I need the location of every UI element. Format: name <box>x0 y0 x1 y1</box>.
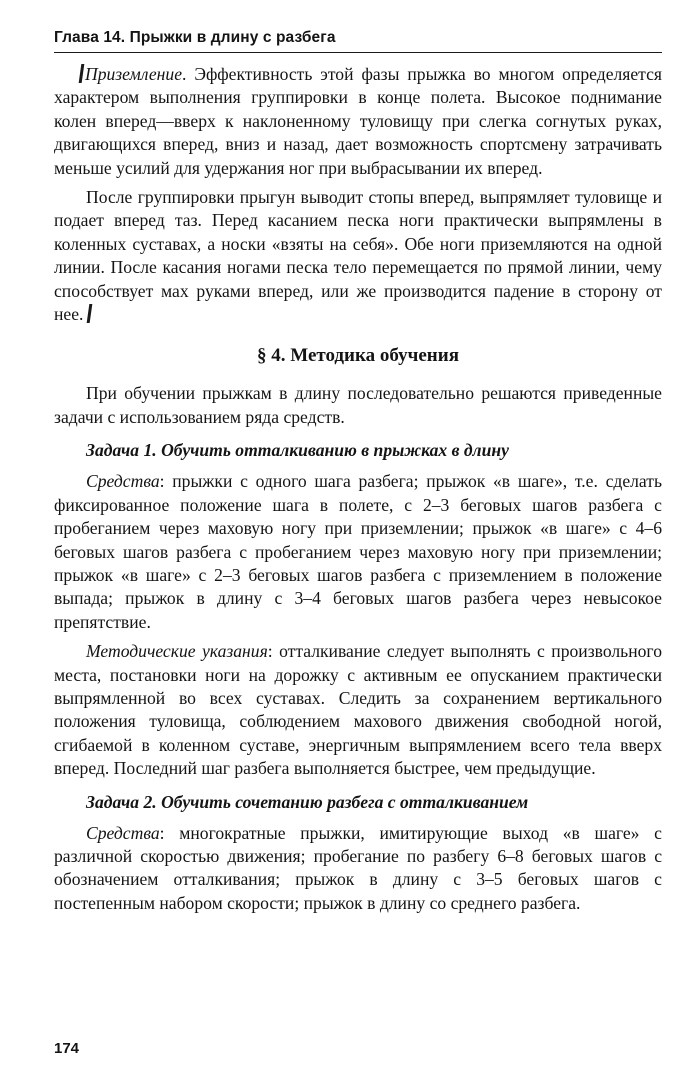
paragraph-landing <box>54 63 662 180</box>
paragraph-text: : многократные прыжки, имитирующие выход «в шаге» с различной скоростью движения; пробегание по разбегу 6–8 беговых шагов с обозначением отталкивания; прыжок в длину с 3–5 беговых шагов с постепенным набором скорости; прыжок в длину со среднего разбега. <box>54 822 662 913</box>
task-2-means <box>54 822 662 916</box>
running-head: Глава 14. Прыжки в длину с разбега <box>54 28 662 53</box>
page-number: 174 <box>54 1040 80 1057</box>
margin-mark-end <box>87 304 93 323</box>
means-label: Средства <box>86 471 160 492</box>
section-intro: При обучении прыжкам в длину последовательно решаются приведенные задачи с использованием ряда средств. <box>54 383 662 427</box>
paragraph-lead-term: Приземление <box>85 64 183 84</box>
margin-mark-start <box>79 64 85 83</box>
method-label: Методические указания <box>86 641 268 662</box>
paragraph-text: : отталкивание следует выполнять с произвольного места, постановки ноги на дорожку с активным ее опусканием практически выпрямленной во всех суставах. Следить за сохранением вертикального положения туловища, соблюдением махового движения свободной ногой, сгибаемой в коленном суставе, энергичным выпрямлением всего тела вверх вперед. Последний шаг разбега выполняется быстрее, чем предыдущие. <box>54 641 662 779</box>
paragraph-text: : прыжки с одного шага разбега; прыжок «в шаге», т.е. сделать фиксированное положение шага в полете, с 2–3 беговых шагов разбега с пробеганием через маховую ногу при приземлении; прыжок «в шаге» с 4–6 беговых шагов разбега с пробеганием через маховую ногу при приземлении; прыжок «в шаге» с 2–3 беговых шагов разбега с приземлением в положение выпада; прыжок в длину с 3–4 беговых шагов разбега через невысокое препятствие. <box>54 471 662 632</box>
page-body <box>54 63 662 915</box>
paragraph-text: . Эффективность этой фазы прыжка во многом определяется характером выполнения группировки в конце полета. Высокое поднимание колен вперед—вверх к наклоненному туловищу при слегка согнутых руках, двигающихся вперед, вниз и назад, дает возможность спортсмену затрачивать меньше усилий для удержания ног при выбрасывании их вперед. <box>54 64 662 178</box>
paragraph-after-grouping <box>54 186 662 326</box>
task-1-heading: Задача 1. Обучить отталкиванию в прыжках в длину <box>86 440 509 461</box>
task-1-means <box>54 470 662 634</box>
means-label: Средства <box>86 822 160 843</box>
task-1-method <box>54 640 662 780</box>
book-page <box>54 28 662 921</box>
section-heading: § 4. Методика обучения <box>257 345 459 367</box>
paragraph-text: После группировки прыгун выводит стопы вперед, выпрямляет туловище и подает вперед таз. Перед касанием песка ноги практически выпрямлены в коленных суставах, а носки «взяты на себя». Обе ноги приземляются на одной линии. После касания ногами песка тело перемещается по прямой линии, чему способствует мах руками вперед, или же производится падение в сторону от нее. <box>54 187 662 325</box>
task-2-heading: Задача 2. Обучить сочетанию разбега с отталкиванием <box>86 791 529 812</box>
